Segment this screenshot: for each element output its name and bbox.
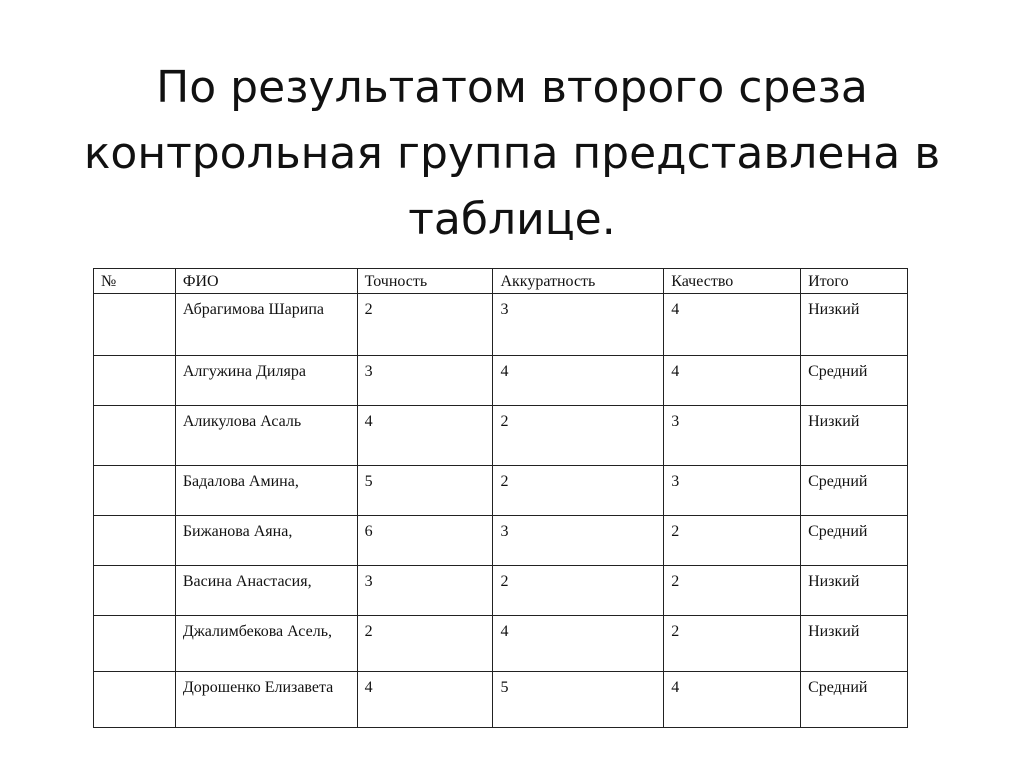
table-row (94, 294, 908, 356)
cell-number (94, 616, 176, 672)
cell-number (94, 356, 176, 406)
cell-neatness: 2 (493, 466, 664, 516)
results-table (93, 268, 908, 728)
cell-neatness: 3 (493, 516, 664, 566)
cell-number (94, 466, 176, 516)
table-row (94, 356, 908, 406)
cell-neatness: 3 (493, 294, 664, 356)
cell-accuracy: 4 (357, 672, 493, 728)
table-row (94, 466, 908, 516)
cell-name: Алгужина Диляра (175, 356, 357, 406)
cell-quality: 4 (664, 294, 801, 356)
cell-neatness: 4 (493, 616, 664, 672)
cell-quality: 3 (664, 406, 801, 466)
slide-title-line: контрольная группа представлена в (83, 128, 941, 179)
cell-number (94, 516, 176, 566)
table-row (94, 406, 908, 466)
cell-accuracy: 5 (357, 466, 493, 516)
table-row (94, 672, 908, 728)
cell-number (94, 294, 176, 356)
column-header-total: Итого (801, 269, 908, 294)
cell-accuracy: 3 (357, 566, 493, 616)
cell-accuracy: 4 (357, 406, 493, 466)
slide-title-line: таблице. (408, 194, 616, 245)
cell-accuracy: 6 (357, 516, 493, 566)
cell-total: Средний (801, 516, 908, 566)
cell-total: Низкий (801, 294, 908, 356)
cell-quality: 2 (664, 516, 801, 566)
cell-name: Дорошенко Елизавета (175, 672, 357, 728)
cell-quality: 4 (664, 356, 801, 406)
cell-total: Средний (801, 356, 908, 406)
column-header-neatness: Аккуратность (493, 269, 664, 294)
cell-neatness: 4 (493, 356, 664, 406)
table-row (94, 616, 908, 672)
cell-neatness: 5 (493, 672, 664, 728)
cell-neatness: 2 (493, 566, 664, 616)
cell-name: Аликулова Асаль (175, 406, 357, 466)
cell-name: Васина Анастасия, (175, 566, 357, 616)
cell-name: Джалимбекова Асель, (175, 616, 357, 672)
cell-quality: 2 (664, 616, 801, 672)
cell-number (94, 566, 176, 616)
table-row (94, 566, 908, 616)
slide-title (0, 55, 1024, 253)
cell-total: Средний (801, 672, 908, 728)
cell-total: Низкий (801, 616, 908, 672)
cell-number (94, 672, 176, 728)
cell-quality: 3 (664, 466, 801, 516)
cell-name: Бижанова Аяна, (175, 516, 357, 566)
column-header-number: № (94, 269, 176, 294)
cell-total: Низкий (801, 406, 908, 466)
cell-number (94, 406, 176, 466)
table-header-row (94, 269, 908, 294)
slide-title-line: По результатом второго среза (156, 62, 868, 113)
cell-accuracy: 3 (357, 356, 493, 406)
cell-total: Низкий (801, 566, 908, 616)
cell-quality: 4 (664, 672, 801, 728)
cell-neatness: 2 (493, 406, 664, 466)
cell-name: Абрагимова Шарипа (175, 294, 357, 356)
cell-name: Бадалова Амина, (175, 466, 357, 516)
cell-accuracy: 2 (357, 616, 493, 672)
column-header-quality: Качество (664, 269, 801, 294)
cell-accuracy: 2 (357, 294, 493, 356)
cell-total: Средний (801, 466, 908, 516)
column-header-accuracy: Точность (357, 269, 493, 294)
column-header-name: ФИО (175, 269, 357, 294)
table-row (94, 516, 908, 566)
cell-quality: 2 (664, 566, 801, 616)
